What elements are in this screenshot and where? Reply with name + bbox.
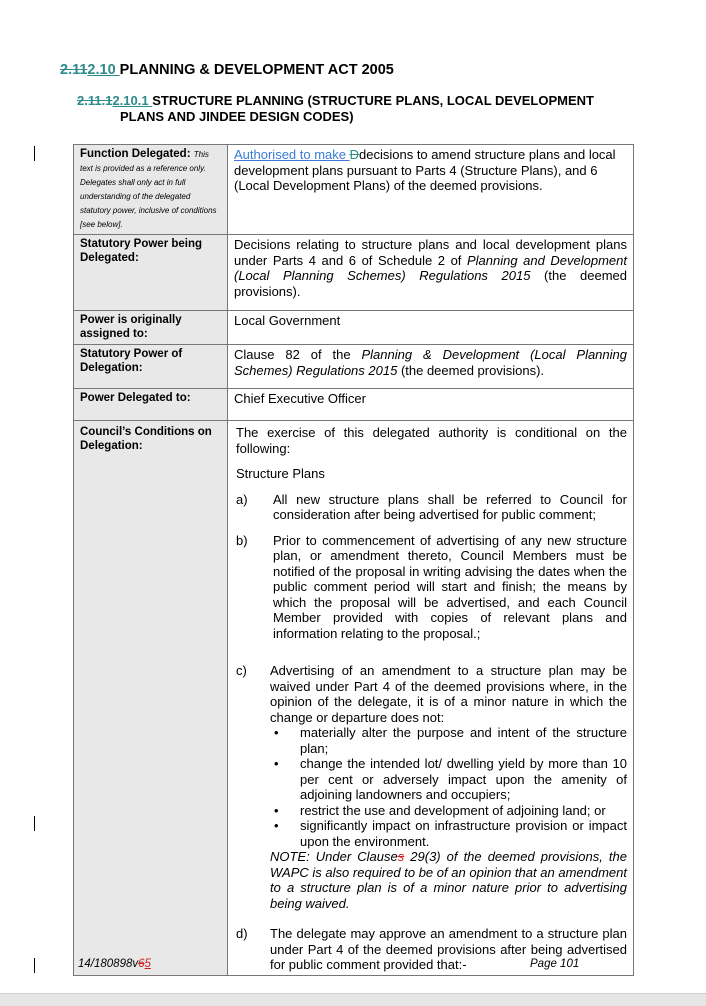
row-value xyxy=(228,235,634,311)
bullet-text: significantly impact on infrastructure provision or impact upon the environment. xyxy=(300,818,627,849)
item-text: All new structure plans shall be referred to Council for consideration after being advertised for public comment; xyxy=(273,491,627,522)
bullet-icon: • xyxy=(274,725,279,740)
conditions-value xyxy=(228,421,634,976)
conditions-subheading: Structure Plans xyxy=(236,466,325,481)
row-value xyxy=(228,345,634,389)
inserted-number: 2.10.1 xyxy=(112,93,153,108)
item-text-block xyxy=(270,663,627,911)
function-delegated-note: This text is provided as a reference only. Delegates shall only act in full understanding of the delegated statutory power, inclusive of conditions [see below]. xyxy=(80,150,217,229)
deleted-text: D xyxy=(349,147,360,162)
bullet-list xyxy=(270,725,627,849)
deleted-text: s xyxy=(397,849,405,864)
table-row xyxy=(74,389,634,421)
page-edge xyxy=(0,993,706,1006)
conditions-intro: The exercise of this delegated authority is conditional on the following: xyxy=(236,425,627,456)
conditions-label: Council’s Conditions on Delegation: xyxy=(74,421,228,976)
list-item xyxy=(270,756,627,803)
item-text: Advertising of an amendment to a structure plan may be waived under Part 4 of the deemed provisions where, in the opinion of the delegate, it is of a minor nature in which the change or departure does not: xyxy=(270,663,627,725)
table-row xyxy=(74,311,634,345)
power-of-delegation-value: Clause 82 of the xyxy=(234,347,362,362)
originally-assigned-label: Power is originally assigned to: xyxy=(74,311,228,345)
inserted-text: Authorised to make xyxy=(234,147,350,162)
function-delegated-value: decisions to amend structure plans and local development plans pursuant to Parts 4 (Structure Plans), and 6 (Local Development Plans) of the deemed provisions. xyxy=(234,147,616,193)
list-item xyxy=(270,803,627,819)
document-reference xyxy=(78,958,151,970)
bullet-text: materially alter the purpose and intent of the structure plan; xyxy=(300,725,627,756)
table-row xyxy=(74,145,634,235)
subsection-heading xyxy=(77,93,630,125)
section-heading xyxy=(60,62,394,78)
list-item xyxy=(236,492,627,523)
delegated-to-label: Power Delegated to: xyxy=(74,389,228,421)
originally-assigned-value: Local Government xyxy=(228,311,634,345)
item-text: Prior to commencement of advertising of any new structure plan, or amendment thereto, Council Members must be notified of the proposal in writing advising the dates when the public comment period will start and finish; the means by which the proposal will be advertised, and each Council Member provided with copies of relevant plans and information relating to the proposal.; xyxy=(273,532,627,641)
item-marker: b) xyxy=(236,532,248,548)
delegation-table xyxy=(73,144,634,976)
regulation-title: Planning & Development (Local Planning Schemes) Regulations 2015 xyxy=(234,347,627,378)
row-label xyxy=(74,145,228,235)
bullet-text: change the intended lot/ dwelling yield by more than 10 per cent or adversely impact upon the amenity of adjoining landowners and occupiers; xyxy=(300,756,627,802)
subsection-title-line1: STRUCTURE PLANNING (STRUCTURE PLANS, LOCAL DEVELOPMENT xyxy=(152,93,594,108)
list-item xyxy=(236,663,627,911)
bullet-text: restrict the use and development of adjoining land; or xyxy=(300,802,606,818)
note-text: NOTE: Under Clause xyxy=(270,849,398,864)
change-bar xyxy=(34,816,35,831)
power-of-delegation-label: Statutory Power of Delegation: xyxy=(74,345,228,389)
note-text-cont: 29(3) of the deemed provisions, the WAPC is also required to be of an opinion that an amendment to a structure plan is of a minor nature prior to advertising being waived. xyxy=(270,849,627,911)
delegated-to-value: Chief Executive Officer xyxy=(228,389,634,421)
bullet-icon: • xyxy=(274,818,279,833)
doc-ref: 14/180898v xyxy=(78,958,139,970)
item-marker: a) xyxy=(236,491,248,507)
statutory-power-suffix: (the deemed provisions). xyxy=(234,268,628,299)
table-row xyxy=(74,345,634,389)
list-item xyxy=(270,818,627,849)
page-number: Page 101 xyxy=(530,958,580,970)
section-title: PLANNING & DEVELOPMENT ACT 2005 xyxy=(119,62,394,78)
item-text: The delegate may approve an amendment to a structure plan under Part 4 of the deemed provisions after being advertised for public comment provided that:- xyxy=(270,926,627,972)
deleted-version: 6 xyxy=(138,958,145,970)
list-item xyxy=(236,533,627,642)
power-of-delegation-suffix: (the deemed provisions). xyxy=(397,362,545,378)
list-item xyxy=(270,725,627,756)
change-bar xyxy=(34,146,35,161)
inserted-number: 2.10 xyxy=(87,62,120,78)
table-row xyxy=(74,421,634,976)
deleted-number: 2.11.1 xyxy=(77,93,113,108)
row-value xyxy=(228,145,634,235)
statutory-power-label: Statutory Power being Delegated: xyxy=(74,235,228,311)
note xyxy=(270,849,627,911)
subsection-title-line2: PLANS AND JINDEE DESIGN CODES) xyxy=(120,109,354,124)
bullet-icon: • xyxy=(274,802,279,818)
deleted-number: 2.11 xyxy=(60,62,88,78)
function-delegated-label: Function Delegated: xyxy=(80,148,191,160)
table-row xyxy=(74,235,634,311)
statutory-power-value: Decisions relating to structure plans and local development plans under Parts 4 and 6 of Schedule 2 of xyxy=(234,237,627,268)
item-marker: c) xyxy=(236,663,247,678)
bullet-icon: • xyxy=(274,756,279,771)
inserted-version: 5 xyxy=(144,958,151,970)
regulation-title: Planning and Development (Local Planning Schemes) Regulations 2015 xyxy=(234,252,628,283)
item-marker: d) xyxy=(236,926,248,941)
change-bar xyxy=(34,958,35,973)
